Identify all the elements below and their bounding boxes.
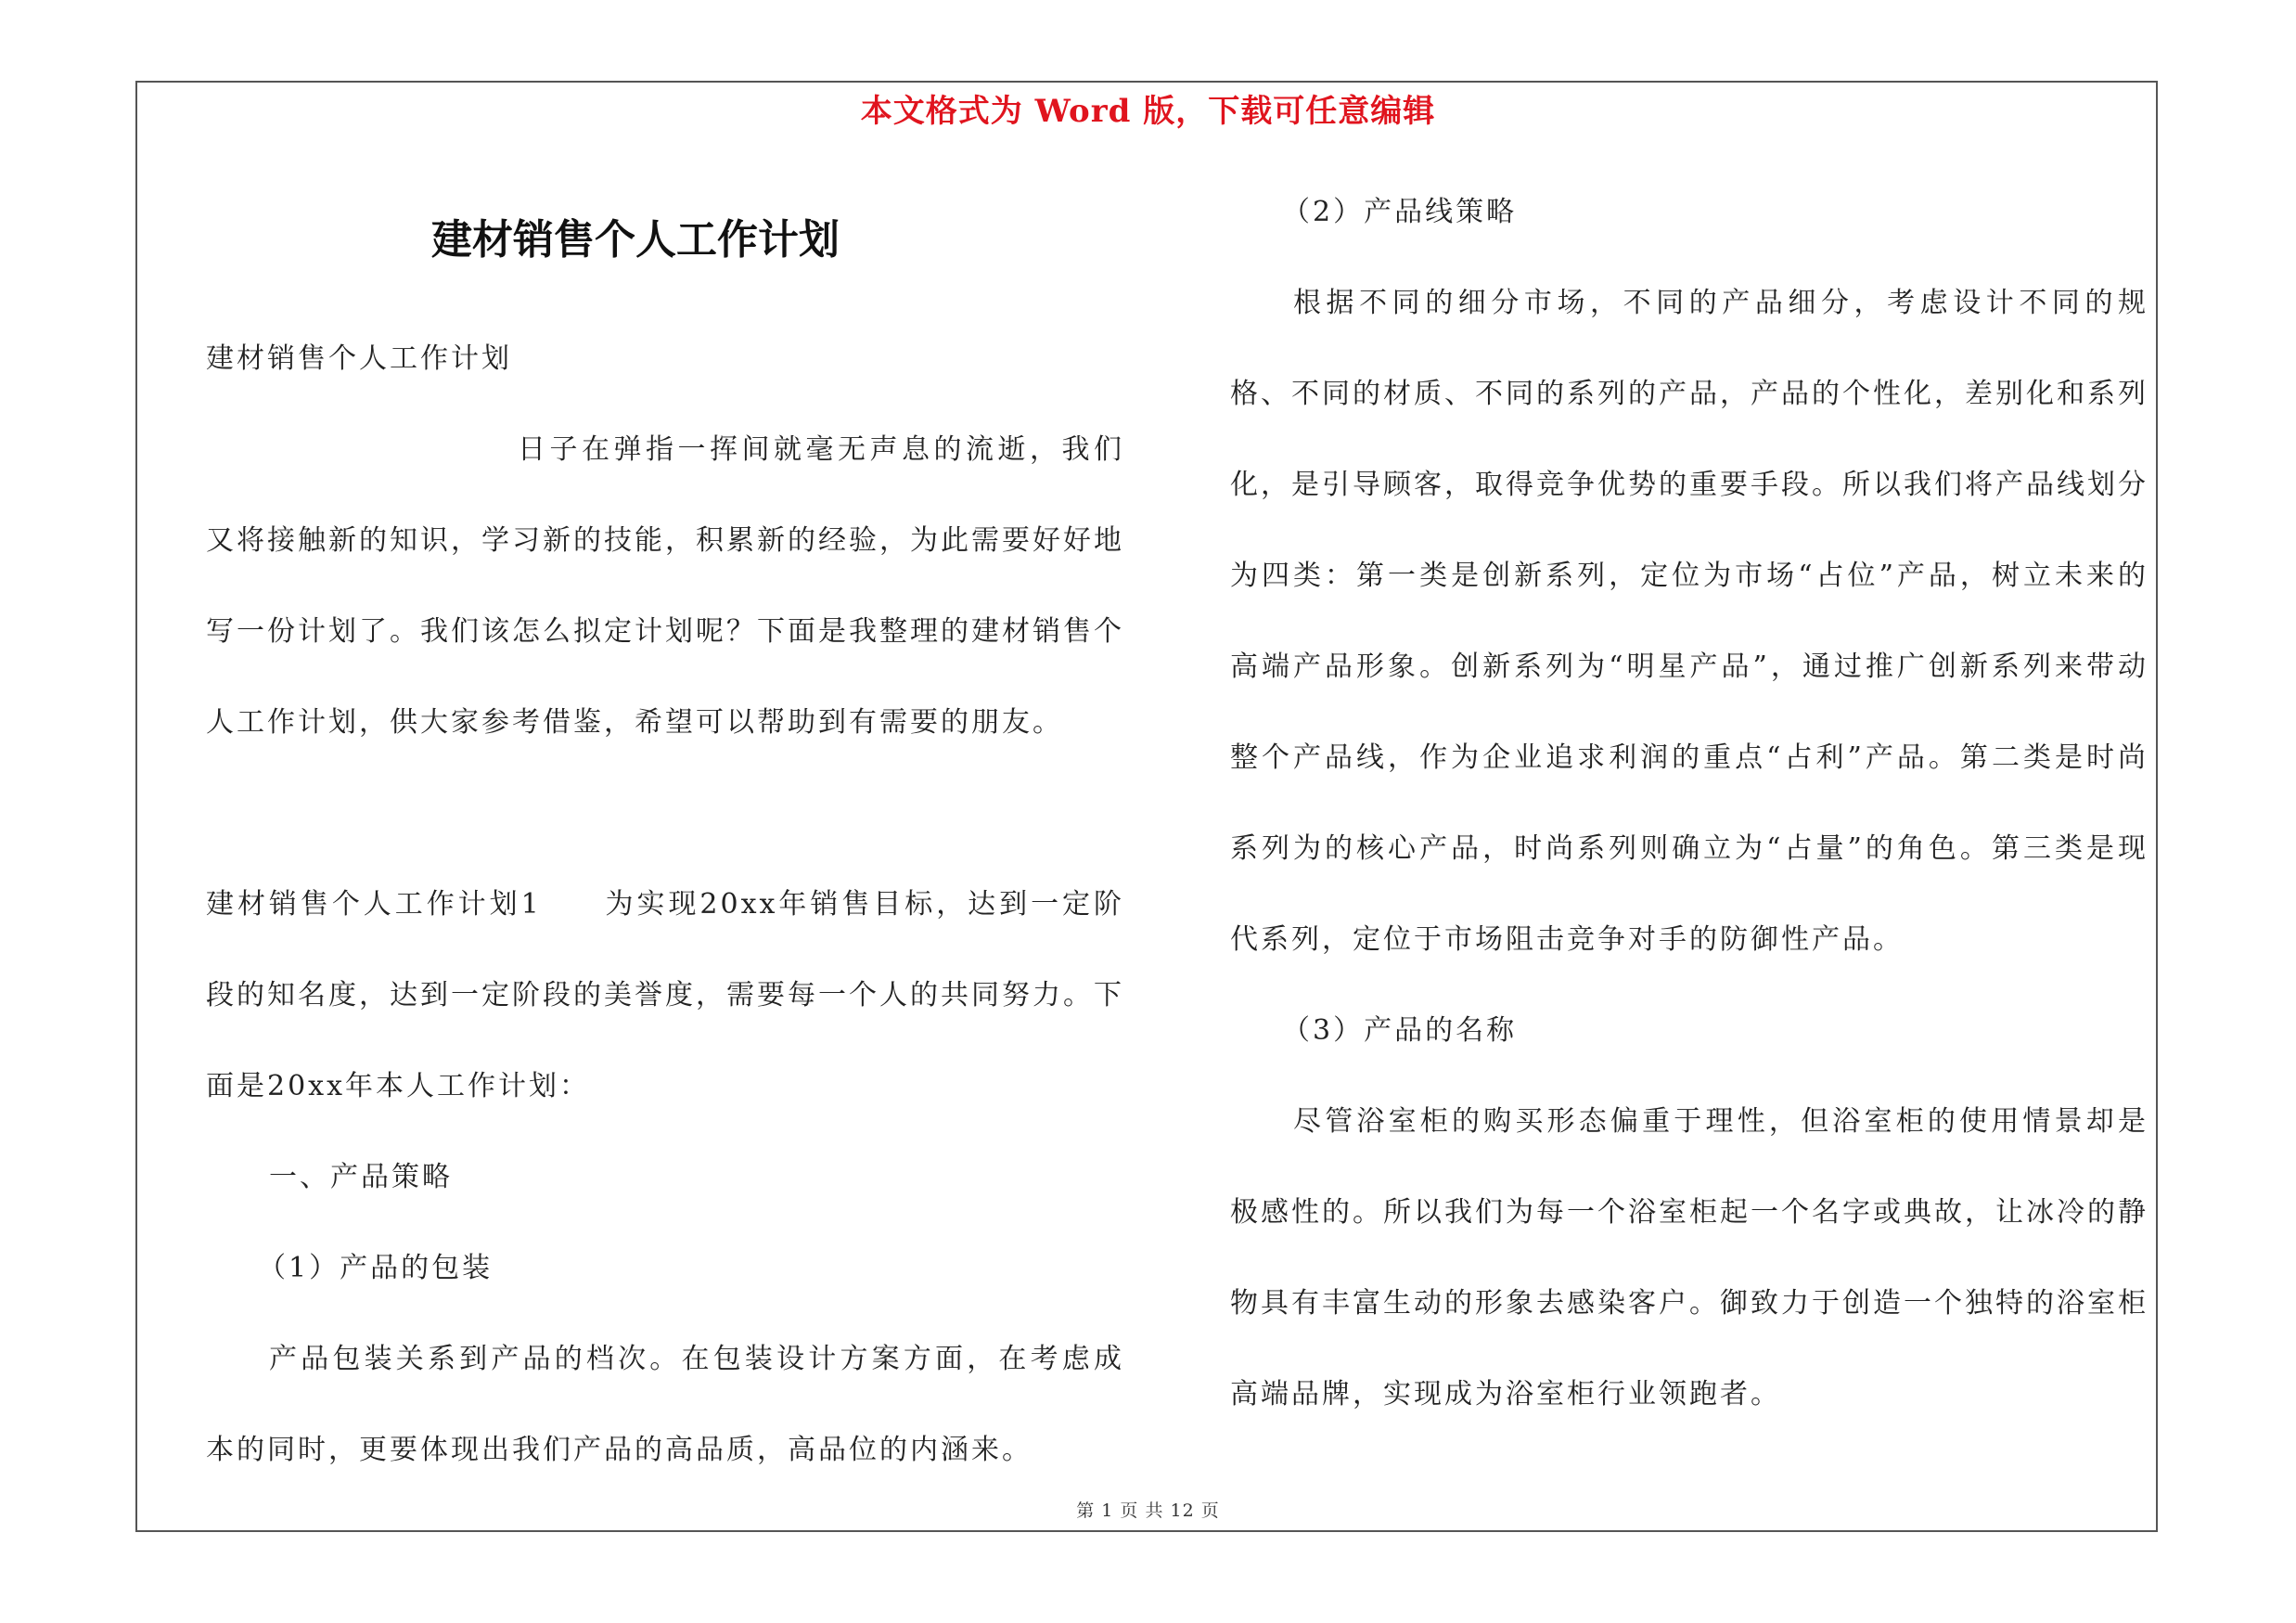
plan-one-paragraph: 建材销售个人工作计划1 为实现20xx年销售目标，达到一定阶段的知名度，达到一定阶段的美誉度，需要每一个人的共同努力。下面是20xx年本人工作计划：	[206, 888, 1124, 1102]
left-column	[206, 314, 1124, 1496]
section-heading-product-strategy: 一、产品策略	[269, 1161, 453, 1193]
packaging-paragraph: 产品包装关系到产品的档次。在包装设计方案方面，在考虑成本的同时，更要体现出我们产品的高品质，高品位的内涵来。	[206, 1343, 1124, 1466]
format-notice-banner: 本文格式为 Word 版，下载可任意编辑	[860, 93, 1436, 130]
blank-line	[206, 768, 1124, 859]
page-number-footer: 第 1 页 共 12 页	[1076, 1501, 1220, 1521]
intro-paragraph: 日子在弹指一挥间就毫无声息的流逝，我们又将接触新的知识，学习新的技能，积累新的经验，为此需要好好地写一份计划了。我们该怎么拟定计划呢？下面是我整理的建材销售个人工作计划，供大家参考借鉴，希望可以帮助到有需要的朋友。	[206, 433, 1124, 739]
document-title: 建材销售个人工作计划	[431, 216, 840, 264]
product-line-paragraph: 根据不同的细分市场，不同的产品细分，考虑设计不同的规格、不同的材质、不同的系列的产品，产品的个性化，差别化和系列化，是引导顾客，取得竞争优势的重要手段。所以我们将产品线划分为四类：第一类是创新系列，定位为市场“占位”产品，树立未来的高端产品形象。创新系列为“明星产品”，通过推广创新系列来带动整个产品线，作为企业追求利润的重点“占利”产品。第二类是时尚系列为的核心产品，时尚系列则确立为“占量”的角色。第三类是现代系列，定位于市场阻击竞争对手的防御性产品。	[1230, 287, 2148, 956]
subheading-packaging: （1）产品的包装	[258, 1252, 494, 1284]
right-column	[1230, 167, 2148, 1440]
product-name-paragraph: 尽管浴室柜的购买形态偏重于理性，但浴室柜的使用情景却是极感性的。所以我们为每一个浴室柜起一个名字或典故，让冰冷的静物具有丰富生动的形象去感染客户。御致力于创造一个独特的浴室柜高端品牌，实现成为浴室柜行业领跑者。	[1230, 1105, 2148, 1410]
subheading-product-name: （3）产品的名称	[1282, 1014, 1518, 1047]
subheading-product-line: （2）产品线策略	[1282, 196, 1518, 228]
subtitle-paragraph: 建材销售个人工作计划	[206, 342, 512, 375]
